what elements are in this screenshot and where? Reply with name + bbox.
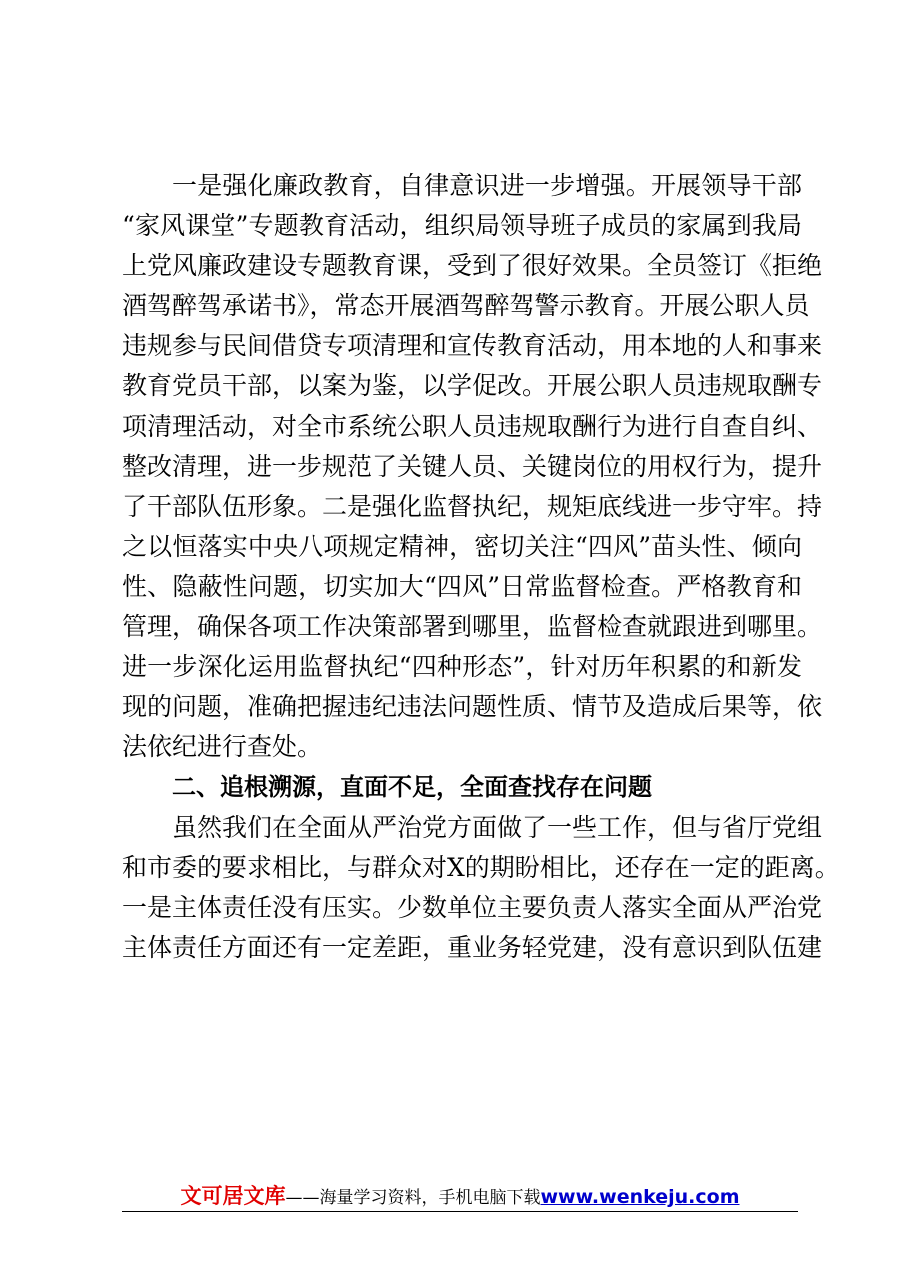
paragraph-line: 违规参与民间借贷专项清理和宣传教育活动，用本地的人和事来 [122,331,823,361]
paragraph-line: 教育党员干部，以案为鉴，以学促改。开展公职人员违规取酬专 [122,371,823,401]
paragraph-line: 虽然我们在全面从严治党方面做了一些工作，但与省厅党组 [172,812,823,842]
paragraph-line: “家风课堂”专题教育活动，组织局领导班子成员的家属到我局 [122,211,802,241]
paragraph-discipline-education [122,166,823,767]
section-heading: 二、追根溯源，直面不足，全面查找存在问题 [172,773,652,802]
paragraph-line: 酒驾醉驾承诺书》，常态开展酒驾醉驾警示教育。开展公职人员 [122,291,810,321]
footer-brand: 文可居文库 [180,1184,286,1208]
paragraph-line: 和市委的要求相比，与群众对X的期盼相比，还存在一定的距离。 [122,852,840,882]
footer-slogan: ——海量学习资料，手机电脑下载 [285,1188,541,1208]
paragraph-line: 主体责任方面还有一定差距，重业务轻党建，没有意识到队伍建 [122,932,823,962]
paragraph-line: 之以恒落实中央八项规定精神，密切关注“四风”苗头性、倾向 [122,531,802,561]
paragraph-line: 现的问题，准确把握违纪违法问题性质、情节及造成后果等，依 [122,692,823,722]
paragraph-line: 进一步深化运用监督执纪“四种形态”，针对历年积累的和新发 [122,652,802,682]
page-footer [122,1180,798,1210]
paragraph-line: 法依纪进行查处。 [122,732,323,762]
paragraph-line: 上党风廉政建设专题教育课，受到了很好效果。全员签订《拒绝 [122,251,823,281]
footer-site-link[interactable]: www.wenkeju.com [540,1186,740,1208]
paragraph-line: 了干部队伍形象。二是强化监督执纪，规矩底线进一步守牢。持 [122,491,823,521]
paragraph-line: 整改清理，进一步规范了关键人员、关键岗位的用权行为，提升 [122,451,823,481]
document-body [122,166,840,968]
paragraph-line: 一是主体责任没有压实。少数单位主要负责人落实全面从严治党 [122,892,823,922]
paragraph-line: 一是强化廉政教育，自律意识进一步增强。开展领导干部 [172,171,802,200]
paragraph-line: 性、隐蔽性问题，切实加大“四风”日常监督检查。严格教育和 [122,571,802,601]
paragraph-line: 管理，确保各项工作决策部署到哪里，监督检查就跟进到哪里。 [122,612,823,642]
paragraph-problems [122,808,840,968]
footer-divider [122,1211,798,1212]
paragraph-line: 项清理活动，对全市系统公职人员违规取酬行为进行自查自纠、 [122,411,823,441]
